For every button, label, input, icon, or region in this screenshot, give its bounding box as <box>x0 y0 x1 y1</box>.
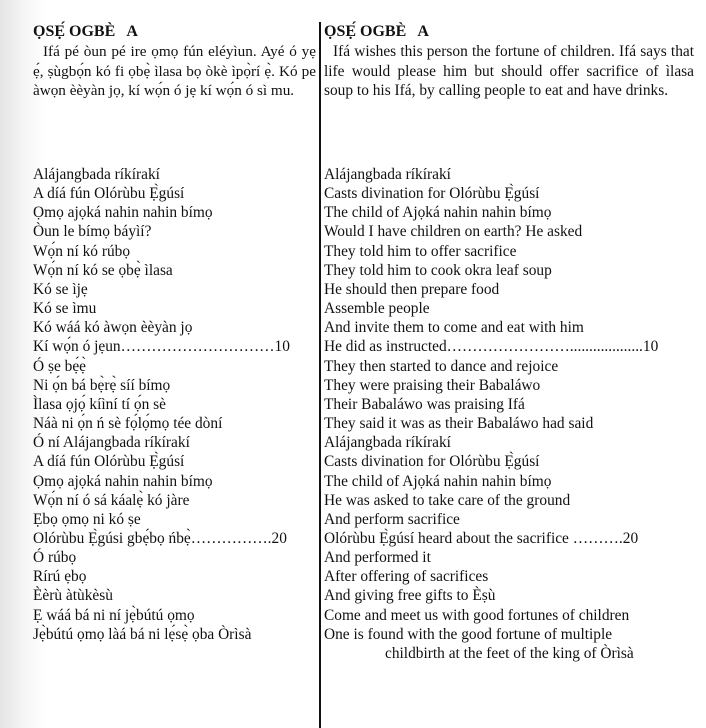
verse-line: Ó ṣe bẹ́ẹ̀ <box>33 357 86 375</box>
verse-line: Ó ní Alájangbada ríkírakí <box>33 434 190 452</box>
verse-line: They told him to cook okra leaf soup <box>324 261 552 279</box>
verse-line: They told him to offer sacrifice <box>324 242 517 260</box>
english-title: ỌSẸ́ OGBÈ A <box>324 23 429 40</box>
verse-line: Assemble people <box>324 300 430 318</box>
verse-line: Jẹ̀bútú ọmọ làá bá ni lẹ́sẹ̀ ọba Òrìsà <box>33 625 252 643</box>
verse-line: Náà ni ọ́n ń sè fọ́lọ́mọ tée dòní <box>33 415 223 433</box>
english-intro: Ifá wishes this person the fortune of children. Ifá says that life would please him but should offer sacrifice of ìlasa soup to his Ifá, by calling people to eat and have drinks. <box>324 43 694 99</box>
verse-line: Ó rúbọ <box>33 549 77 567</box>
verse-line: Kó wáá kó àwọn èèyàn jọ <box>33 319 193 337</box>
verse-line: One is found with the good fortune of multiple <box>324 625 613 643</box>
verse-line: Ọmọ ajọká nahin nahin bímọ <box>33 472 213 490</box>
verse-line: Come and meet us with good fortunes of children <box>324 606 630 624</box>
yoruba-column <box>33 22 316 643</box>
yoruba-verses <box>33 165 316 644</box>
verse-line: And performed it <box>324 549 431 567</box>
verse-line-20: Olórùbu Ẹ̀gúsí heard about the sacrifice ……….20 <box>324 529 639 547</box>
verse-line: Ọmọ ajọká nahin nahin bímọ <box>33 204 213 222</box>
verse-line: After offering of sacrifices <box>324 568 489 586</box>
yoruba-title: ỌSẸ́ OGBÈ A <box>33 23 138 40</box>
verse-line: Would I have children on earth? He asked <box>324 223 583 241</box>
verse-line: Alájangbada ríkírakí <box>324 434 451 452</box>
verse-line: And perform sacrifice <box>324 510 460 528</box>
verse-line: Kó se ìjẹ <box>33 280 88 298</box>
verse-line: The child of Ajọká nahin nahin bímọ <box>324 204 552 222</box>
verse-line: Alájangbada ríkírakí <box>33 166 160 183</box>
verse-line: They then started to dance and rejoice <box>324 357 559 375</box>
verse-line: Casts divination for Olórùbu Ẹ̀gúsí <box>324 185 540 203</box>
verse-line: Èèrù àtùkèsù <box>33 587 113 605</box>
verse-line-10: Kí wọ́n ó jẹun…………………………10 <box>33 338 290 356</box>
verse-line: Kó se ìmu <box>33 300 97 318</box>
verse-line: Casts divination for Olórùbu Ẹ̀gúsí <box>324 453 540 471</box>
verse-line: A díá fún Olórùbu Ẹ̀gúsí <box>33 185 185 203</box>
verse-line: Alájangbada ríkírakí <box>324 166 451 183</box>
english-verses <box>324 165 694 663</box>
verse-line: And invite them to come and eat with him <box>324 319 584 337</box>
verse-line: He should then prepare food <box>324 280 500 298</box>
english-column <box>324 22 694 662</box>
verse-line: Wọ́n ní kó rúbọ <box>33 242 131 260</box>
yoruba-intro: Ifá pé òun pé ire ọmọ fún eléyìun. Ayé ó yẹ ẹ́, ṣùgbọ́n kó fi ọbẹ̀ ìlasa bọ òkè ìpọ̀rí ẹ̀. Kó pe àwọn èèyàn jọ, kí wọ́n ó jẹ kí wọ́n ó sì mu. <box>33 43 316 99</box>
verse-line: Ẹbọ ọmọ ni kó ṣe <box>33 510 141 528</box>
verse-line-continuation: childbirth at the feet of the king of Òrìsà <box>385 644 634 662</box>
verse-line: Ìlasa ọjọ́ kíìní tí ọ́n sè <box>33 395 166 413</box>
verse-line-10: He did as instructed……………………...................10 <box>324 338 659 356</box>
verse-line: A díá fún Olórùbu Ẹ̀gúsí <box>33 453 185 471</box>
verse-line-20: Olórùbu Ẹ̀gúsi gbẹ́bọ ńbẹ̀…………….20 <box>33 529 287 547</box>
verse-line: Wọ́n ní kó se ọbẹ̀ ìlasa <box>33 261 173 279</box>
verse-line: The child of Ajọká nahin nahin bímọ <box>324 472 552 490</box>
verse-line: Ẹ wáá bá ni ní jẹ̀bútú ọmọ <box>33 606 195 624</box>
verse-line: He was asked to take care of the ground <box>324 491 571 509</box>
verse-line: And giving free gifts to Èṣù <box>324 587 496 605</box>
verse-line: Òun le bímọ báyìí? <box>33 223 152 241</box>
verse-line: Their Babaláwo was praising Ifá <box>324 395 525 413</box>
verse-line: Wọ́n ní ó sá káalẹ̀ kó jàre <box>33 491 190 509</box>
verse-line: They were praising their Babaláwo <box>324 376 541 394</box>
verse-line: Rírú ẹbọ <box>33 568 87 586</box>
column-divider <box>319 22 321 728</box>
verse-line: Ni ọ́n bá bẹ̀rẹ̀ síí bímọ <box>33 376 171 394</box>
verse-line: They said it was as their Babaláwo had said <box>324 415 594 433</box>
